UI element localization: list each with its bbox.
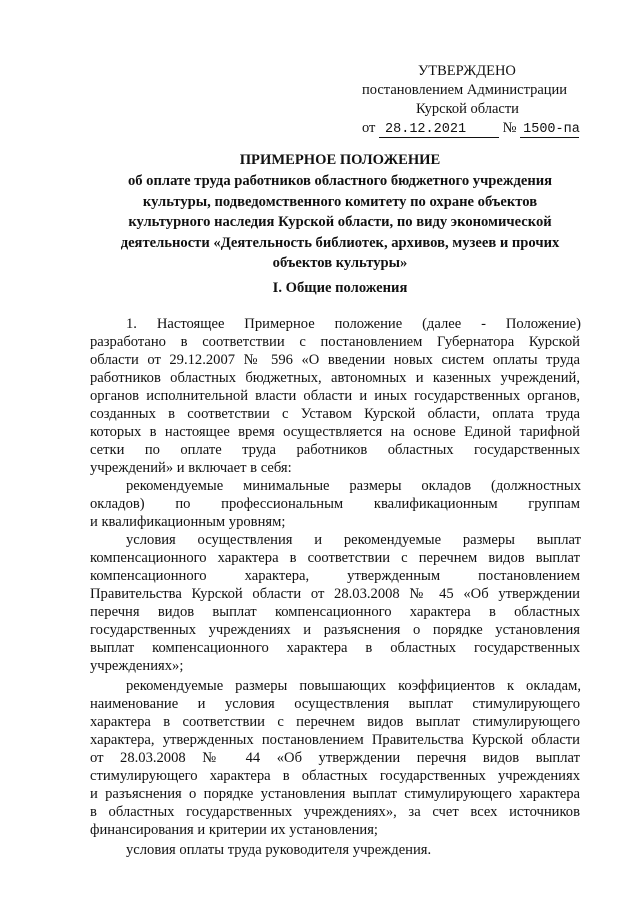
paragraph-line: и разъяснения о порядке установления выплат стимулирующего характера [90,786,580,802]
subtitle-line: об оплате труда работников областного бюджетного учреждения [127,173,553,189]
paragraph-line: условия осуществления и рекомендуемые размеры выплат [126,532,581,548]
paragraph-line: государственных учреждениях и разъяснения о порядке установления [90,622,580,638]
paragraph-line: наименование и условия осуществления выплат стимулирующего [90,696,580,712]
section-heading: I. Общие положения [272,280,408,296]
paragraph-line: условия оплаты труда руководителя учреждения. [126,842,432,858]
paragraph-line: перечня видов выплат компенсационного характера в областных [90,604,580,620]
paragraph-line: и квалификационным уровням; [90,514,286,530]
paragraph-line: созданных в соответствии с Уставом Курской области, оплата труда [90,406,580,422]
paragraph-line: 1. Настоящее Примерное положение (далее - Положение) [126,316,581,332]
number-prefix: № [502,120,517,136]
paragraph-line: области от 29.12.2007 № 596 «О введении новых систем оплаты труда [90,352,580,368]
document-title: ПРИМЕРНОЕ ПОЛОЖЕНИЕ [239,152,441,168]
paragraph-line: финансирования и критерии их установления; [90,822,378,838]
approval-region: Курской области [416,101,519,117]
paragraph-line: которых в настоящее время осуществляется на основе Единой тарифной [90,424,580,440]
paragraph-line: учреждений» и включает в себя: [90,460,292,476]
paragraph-line: сетки по оплате труда работников областных государственных [90,442,580,458]
paragraph-line: стимулирующего характера в областных государственных учреждениях [90,768,580,784]
paragraph-line: Правительства Курской области от 28.03.2008 № 45 «Об утверждении [90,586,580,602]
approval-date-number [362,119,579,138]
subtitle-line: объектов культуры» [272,255,408,271]
approval-date: 28.12.2021 [379,122,499,138]
paragraph-line: от 28.03.2008 № 44 «Об утверждении перечня видов выплат [90,750,580,766]
subtitle-line: культуры, подведомственного комитету по охране объектов [142,193,538,210]
date-prefix: от [362,120,376,136]
approval-title: УТВЕРЖДЕНО [418,63,516,79]
paragraph-line: рекомендуемые размеры повышающих коэффициентов к окладам, [126,678,581,694]
paragraph-line: органов исполнительной власти области и иных государственных органов, [90,388,580,404]
paragraph-line: в областных государственных учреждениях», за счет всех источников [90,804,580,820]
paragraph-line: окладов) по профессиональным квалификационным группам [90,496,580,512]
paragraph-line: разработано в соответствии с постановлением Губернатора Курской [90,334,580,350]
approval-number: 1500-па [520,122,579,138]
paragraph-line: учреждениях»; [90,658,184,674]
paragraph-line: характера, утвержденных постановлением Правительства Курской области [90,732,580,748]
paragraph-line: компенсационного характера в соответствии с перечнем видов выплат [90,550,580,566]
subtitle-line: культурного наследия Курской области, по виду экономической [128,214,552,230]
paragraph-line: работников областных бюджетных, автономных и казенных учреждений, [90,370,580,386]
approval-issuer: постановлением Администрации [362,82,568,98]
paragraph-line: характера в соответствии с перечнем видов выплат стимулирующего [90,714,580,730]
document-subtitle [90,171,590,274]
paragraph-line: выплат компенсационного характера в областных государственных [90,640,580,656]
paragraph-line: компенсационного характера, утвержденным постановлением [90,568,580,584]
paragraph-line: рекомендуемые минимальные размеры окладов (должностных [126,478,581,494]
subtitle-line: деятельности «Деятельность библиотек, архивов, музеев и прочих [120,234,560,251]
